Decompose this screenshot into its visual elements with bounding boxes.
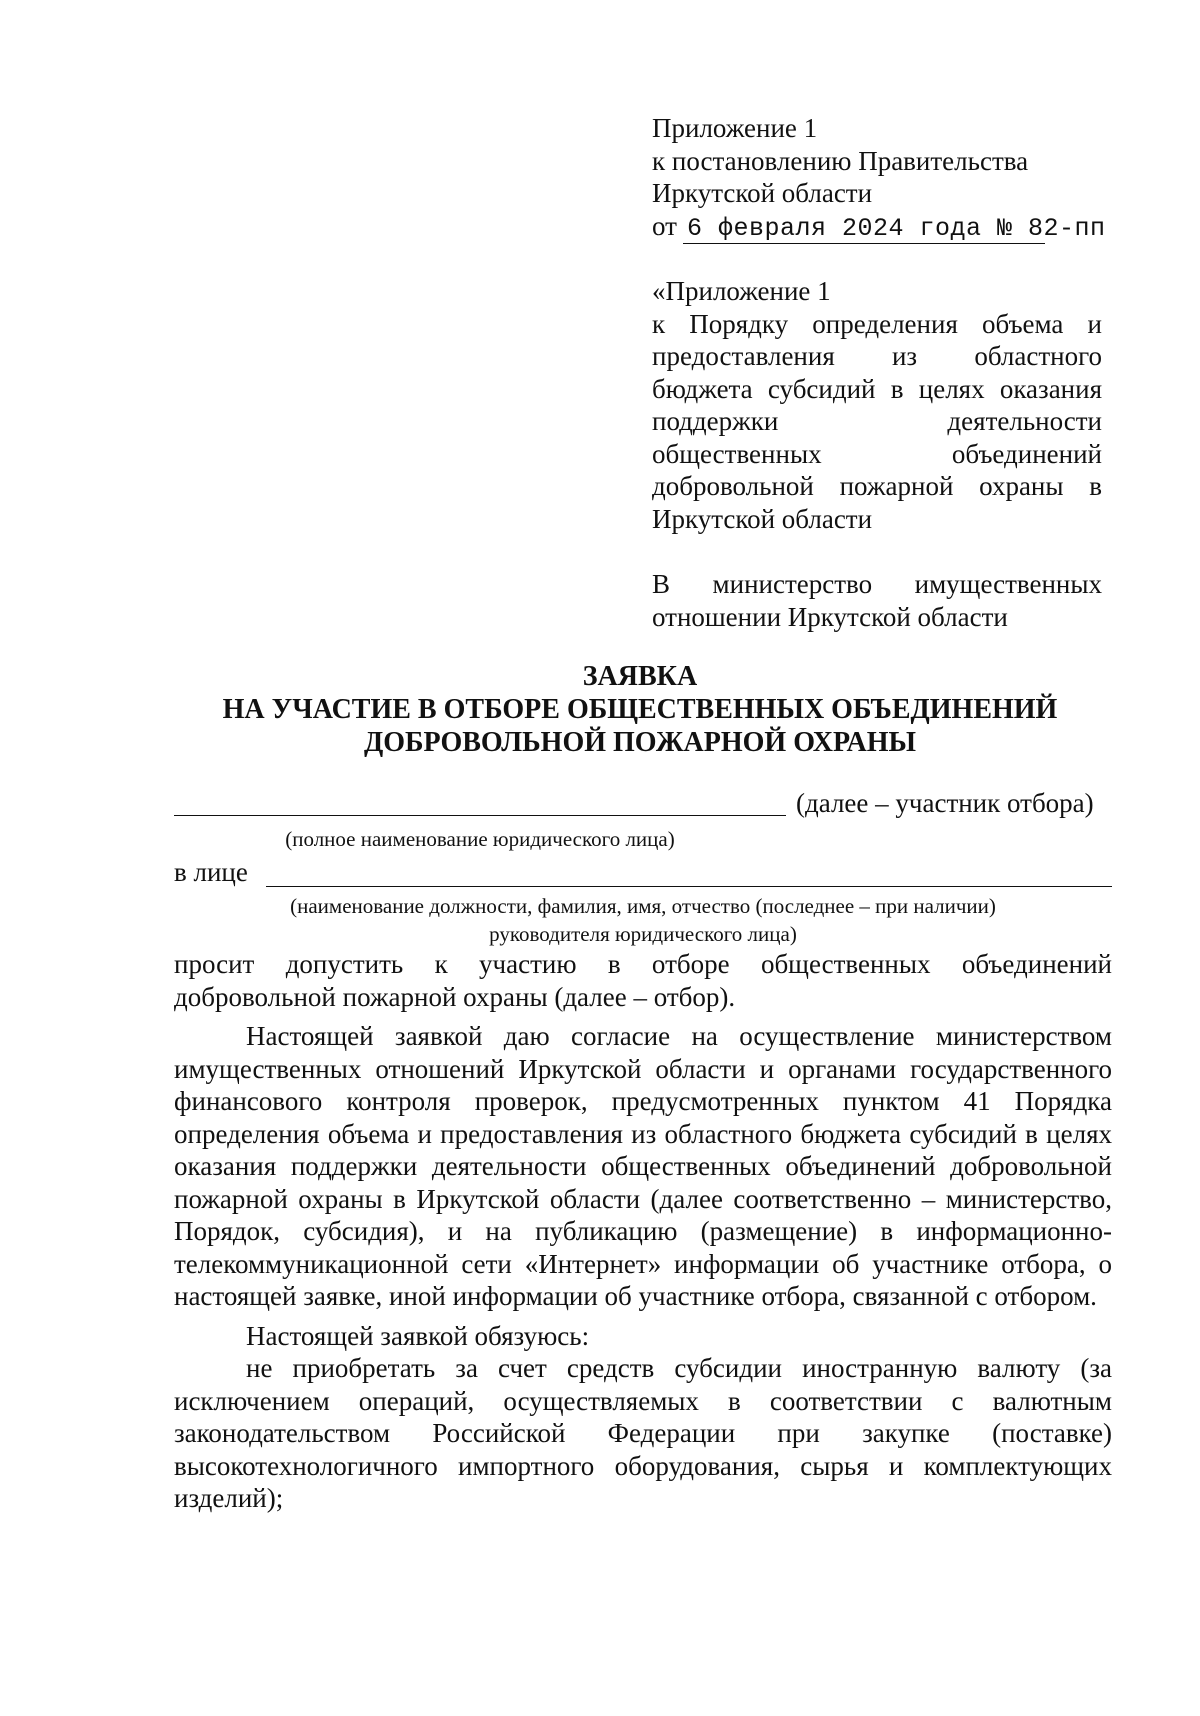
order-appendix-line: поддержки деятельности (652, 406, 1102, 436)
obligation-intro: Настоящей заявкой обязуюсь: (246, 1320, 590, 1351)
decree-appendix-header (652, 112, 1106, 244)
order-appendix-line: к Порядку определения объема и (652, 308, 1102, 339)
request-line: просит допустить к участию в отборе общественных объединений (174, 949, 1112, 979)
order-appendix-line: добровольной пожарной охраны в (652, 471, 1102, 501)
body-text (174, 948, 1112, 1515)
representative-caption-line1: (наименование должности, фамилия, имя, отчество (последнее – при наличии) (290, 894, 996, 918)
order-appendix-line: бюджета субсидий в целях оказания (652, 373, 1102, 404)
title-line: ДОБРОВОЛЬНОЙ ПОЖАРНОЙ ОХРАНЫ (363, 727, 917, 758)
representative-caption-line2: руководителя юридического лица) (489, 922, 797, 946)
order-appendix-line: Иркутской области (652, 503, 873, 534)
order-appendix-line: предоставления из областного (652, 341, 1102, 371)
participant-caption: (полное наименование юридического лица) (285, 827, 675, 851)
title-line: ЗАЯВКА (582, 661, 698, 692)
addressee-line: В министерство имущественных (652, 569, 1102, 599)
appendix-line: Приложение 1 (652, 113, 818, 143)
decree-date-line (652, 210, 1106, 244)
appendix-line: к постановлению Правительства (652, 145, 1029, 176)
document-title (0, 660, 1200, 759)
order-appendix-line: общественных объединений (652, 438, 1102, 469)
order-appendix-line: «Приложение 1 (652, 276, 831, 306)
title-line: НА УЧАСТИЕ В ОТБОРЕ ОБЩЕСТВЕННЫХ ОБЪЕДИНЕНИЙ (222, 694, 1058, 725)
participant-suffix: (далее – участник отбора) (796, 788, 1094, 818)
addressee-line: отношении Иркутской области (652, 601, 1008, 632)
consent-paragraph: Настоящей заявкой даю согласие на осуществление министерством имущественных отношений Иркутской области и органами государственного финансового контроля проверок, предусмотренных пунктом 41 Порядка определения объема и предоставления из областного бюджета субсидий в целях оказания поддержки деятельности общественных объединений добровольной пожарной охраны в Иркутской области (далее соответственно – министерство, Порядок, субсидия), и на публикацию (размещение) в информационно-телекоммуникационной сети «Интернет» информации об участнике отбора, о настоящей заявке, иной информации об участнике отбора, связанной с отбором. (174, 1021, 1112, 1311)
addressee-block (652, 568, 1102, 633)
appendix-line: Иркутской области (652, 178, 873, 208)
participant-name-blank (174, 815, 786, 816)
date-prefix: от (652, 210, 677, 241)
representative-blank (266, 886, 1112, 887)
represented-prefix: в лице (174, 857, 248, 887)
obligation-item: не приобретать за счет средств субсидии иностранную валюту (за исключением операций, осуществляемых в соответствии с валютным законодательством Российской Федерации при закупке (поставке) высокотехнологичного импортного оборудования, сырья и комплектующих изделий); (174, 1353, 1112, 1513)
decree-date-value: 6 февраля 2024 года № 82-пп (683, 215, 1045, 244)
order-appendix-header (652, 275, 1102, 535)
request-line: добровольной пожарной охраны (далее – отбор). (174, 981, 736, 1012)
